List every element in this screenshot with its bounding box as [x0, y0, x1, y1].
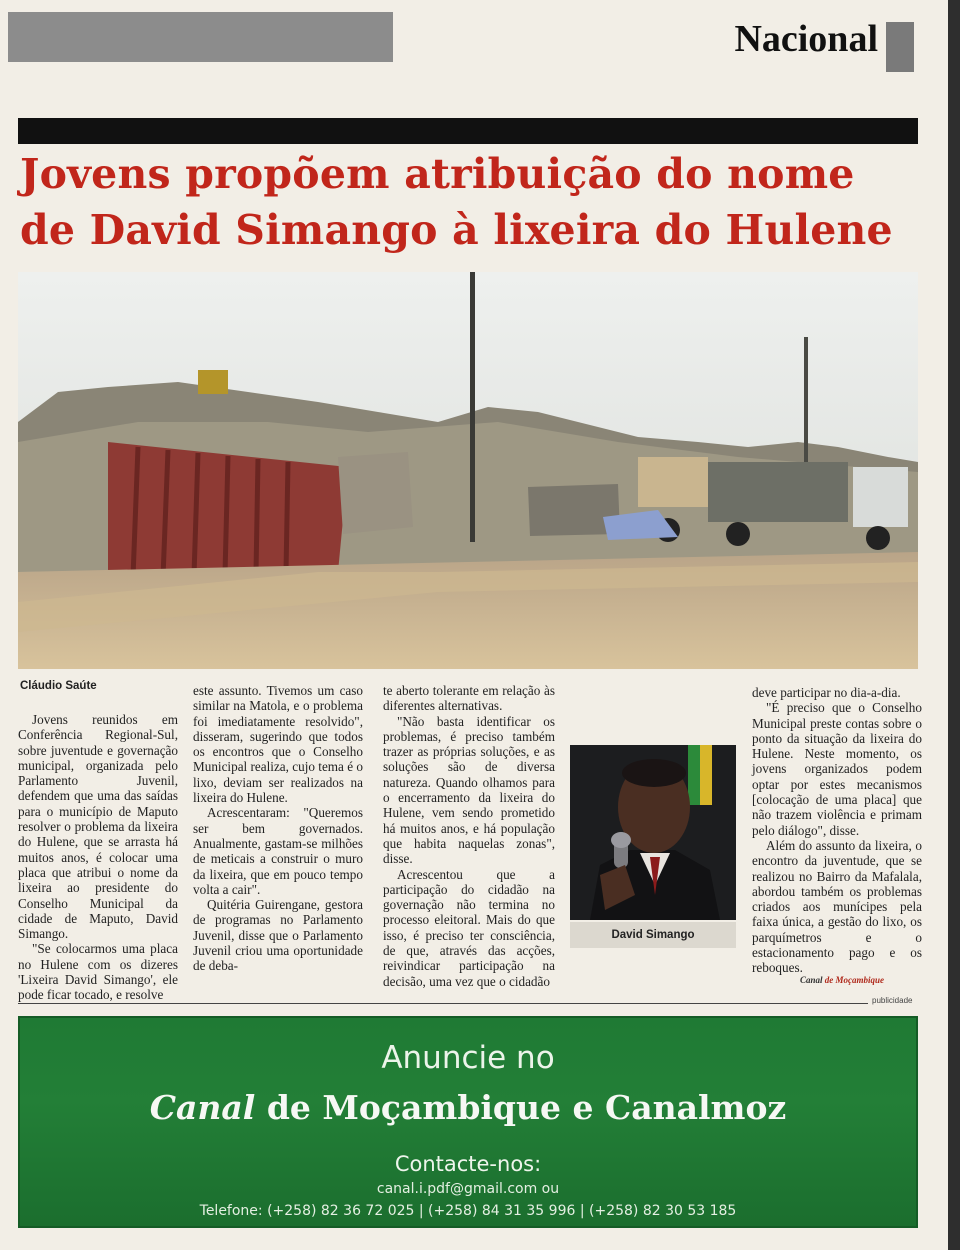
article-column-2 [193, 683, 363, 974]
headline-line-2: de David Simango à lixeira do Hulene [20, 206, 893, 254]
paragraph: deve participar no dia-a-dia. [752, 685, 901, 700]
ad-email: canal.i.pdf@gmail.com ou [376, 1181, 560, 1197]
paragraph: Quitéria Guirengane, gestora de programas no Parlamento Juvenil, disse que o Parlamento Juvenil criou uma oportunidade de deba- [193, 897, 363, 974]
paragraph: Além do assunto da lixeira, o encontro da juventude, que se realizou no Bairro da Mafalala, abordou também os problemas criados aos munícipes pela faixa única, a gestão do lixo, os parquímetros e o estacionamento pago e os reboques. [752, 837, 922, 976]
signature-mocambique: de Moçambique [824, 975, 885, 985]
article-column-3 [383, 683, 555, 989]
article-column-4 [752, 685, 922, 976]
publicidade-label: publicidade [872, 996, 913, 1005]
header-grey-bar [8, 12, 393, 62]
paragraph: "Não basta identificar os problemas, é preciso também trazer as próprias soluções, e as soluções são de diversa natureza. Quando olhamos para o encerramento da lixeira do Hulene, vem sendo prometido há muitos anos, e há população que habita naquelas zonas", disse. [383, 713, 555, 867]
page-edge-shadow [948, 0, 960, 1250]
headline-line-1: Jovens propõem atribuição do nome [20, 150, 855, 198]
portrait-photo [570, 745, 736, 920]
paragraph: Jovens reunidos em Conferência Regional-Sul, sobre juventude e governação municipal, organizada pelo Parlamento Juvenil, defendem que uma das saídas para o município de Maputo resolver o problema da lixeira do Hulene, que se arrasta há muitos anos, é colocar uma placa que atribui o nome da lixeira ao presidente do Conselho Municipal da cidade de Maputo, David Simango. [18, 712, 178, 942]
article-column-1 [18, 712, 178, 1003]
ad-title: Anuncie no [381, 1040, 555, 1076]
ad-brand [20, 1088, 916, 1127]
ad-brand-canal: Canal [149, 1088, 256, 1127]
ad-phones: Telefone: (+258) 82 36 72 025 | (+258) 84 31 35 996 | (+258) 82 30 53 185 [199, 1203, 737, 1219]
paragraph: "É preciso que o Conselho Municipal preste contas sobre o ponto da situação da lixeira do Hulene. Neste momento, os jovens organizados podem optar por estes mecanismos [colocação de uma placa] que não trazem violência e primam pelo diálogo", disse. [752, 700, 922, 838]
paragraph: Acrescentaram: "Queremos ser bem governados. Anualmente, gastam-se milhões de meticais a construir o muro da lixeira, que em pouco tempo volta a cair". [193, 805, 363, 897]
paragraph: te aberto tolerante em relação às diferentes alternativas. [383, 683, 555, 714]
ad-brand-rest: de Moçambique e Canalmoz [255, 1088, 787, 1127]
portrait-caption: David Simango [570, 922, 736, 948]
paragraph: "Se colocarmos uma placa no Hulene com os dizeres 'Lixeira David Simango', ele pode ficar tocado, e resolve [18, 941, 178, 1003]
paragraph: este assunto. Tivemos um caso similar na Matola, e o problema foi imediatamente resolvido", disseram, sugerindo que todos os encontros que o Conselho Municipal realiza, cujo tema é o lixo, deviam ser realizados na lixeira do Hulene. [193, 683, 363, 806]
headline-rule [18, 118, 918, 144]
headline [20, 146, 920, 258]
publication-signature [800, 975, 884, 985]
section-label: Nacional [734, 18, 878, 60]
author-byline: Cláudio Saúte [20, 680, 97, 692]
paragraph: Acrescentou que a participação do cidadão na governação não termina no processo eleitoral. Mais do que isso, é preciso ter consciência, de que, através das acções, reivindicar participação na decisão, uma vez que o cidadão [383, 866, 555, 989]
landfill-photo [18, 272, 918, 669]
ad-contact-label: Contacte-nos: [394, 1152, 542, 1176]
section-marker [886, 22, 914, 72]
advertisement [18, 1016, 918, 1228]
signature-canal: Canal [800, 975, 823, 985]
ad-divider [18, 1003, 868, 1004]
